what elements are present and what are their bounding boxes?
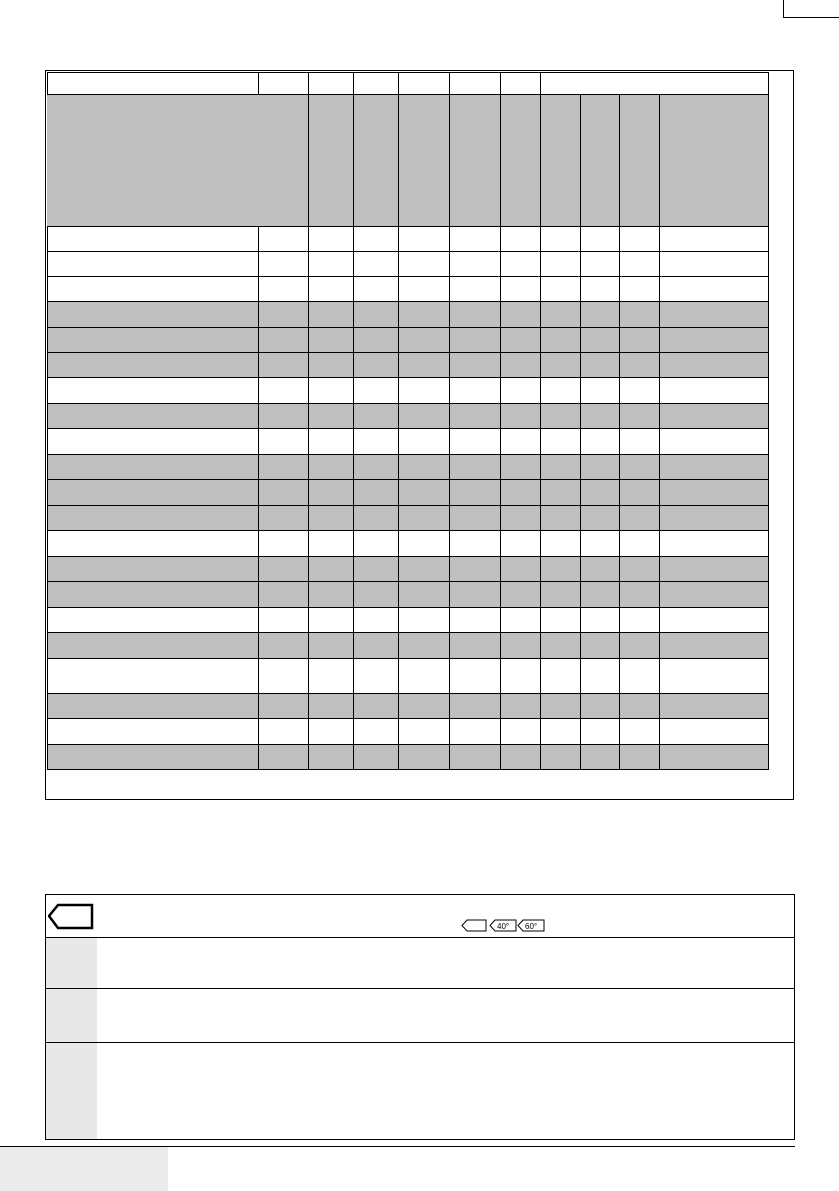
table-cell [540,302,580,327]
table-cell [659,328,769,352]
table-row [47,227,769,252]
table-cell [580,694,619,718]
table-cell [619,719,659,744]
table-cell [308,227,353,251]
table-cell [580,95,619,226]
table-cell [258,353,308,377]
table-cell [659,252,769,276]
table-cell [619,227,659,251]
table-cell [659,227,769,251]
table-cell [47,277,258,301]
table-cell [353,745,398,769]
table-cell [398,302,449,327]
table-cell [353,719,398,744]
table-cell [308,252,353,276]
prewash-tag-icon [48,903,94,931]
crop-mark-right [784,17,839,18]
table-cell [659,582,769,607]
table-cell [540,353,580,377]
table-cell [308,429,353,454]
table-cell [619,328,659,352]
table-cell [398,557,449,581]
table-cell [500,694,540,718]
table-header-row [47,95,769,227]
table-cell [398,745,449,769]
table-cell [540,659,580,693]
table-cell [500,73,540,94]
table-cell [619,302,659,327]
table-cell [619,557,659,581]
table-cell [353,633,398,658]
table-cell [258,745,308,769]
table-cell [580,378,619,403]
table-cell [258,506,308,530]
table-cell [258,608,308,632]
crop-mark-top [783,0,784,18]
table-cell [449,608,500,632]
legend-icon-cell [46,1043,97,1139]
table-cell [353,353,398,377]
table-cell [540,73,769,94]
table-cell [540,227,580,251]
footer-tab [0,1147,168,1191]
table-cell [47,252,258,276]
table-cell [619,531,659,556]
table-cell [258,582,308,607]
table-cell [659,455,769,479]
table-cell [258,455,308,479]
table-cell [659,95,769,226]
table-cell [47,608,258,632]
table-cell [659,557,769,581]
table-cell [500,480,540,505]
temperature-40-label: 40° [497,922,510,931]
table-cell [449,557,500,581]
table-cell [659,659,769,693]
table-cell [659,378,769,403]
table-cell [398,429,449,454]
table-cell [353,608,398,632]
table-cell [47,455,258,479]
table-cell [449,719,500,744]
table-cell [398,73,449,94]
table-cell [619,745,659,769]
table-cell [258,302,308,327]
table-cell [659,277,769,301]
table-cell [398,353,449,377]
table-cell [308,73,353,94]
legend-icon-cell [46,938,97,988]
table-cell [47,429,258,454]
table-cell [258,480,308,505]
table-cell [449,480,500,505]
table-cell [449,633,500,658]
table-cell [47,404,258,428]
table-row [47,745,769,770]
table-cell [258,277,308,301]
table-row [47,557,769,582]
table-cell [353,277,398,301]
table-cell [398,95,449,226]
table-cell [580,582,619,607]
table-cell [619,633,659,658]
table-cell [659,694,769,718]
legend-icon-cell [46,989,97,1042]
table-cell [398,227,449,251]
legend-row [46,989,794,1043]
table-cell [619,506,659,530]
table-cell [580,404,619,428]
table-row [47,429,769,455]
table-cell [500,633,540,658]
table-cell [580,429,619,454]
table-cell [540,557,580,581]
table-cell [659,353,769,377]
table-cell [308,745,353,769]
table-cell [353,694,398,718]
table-cell [353,328,398,352]
table-cell [258,557,308,581]
table-cell [308,608,353,632]
table-cell [659,719,769,744]
table-cell [659,745,769,769]
table-cell [398,506,449,530]
table-cell [540,582,580,607]
table-cell [47,227,258,251]
table-cell [540,745,580,769]
table-cell [619,252,659,276]
table-cell [580,455,619,479]
table-row [47,252,769,277]
table-cell [47,328,258,352]
table-cell [449,531,500,556]
table-cell [258,404,308,428]
table-cell [580,328,619,352]
temperature-60-icon [517,919,545,932]
table-cell [500,608,540,632]
table-cell [619,353,659,377]
table-cell [449,429,500,454]
table-cell [449,227,500,251]
table-cell [47,633,258,658]
table-row [47,719,769,745]
table-cell [500,302,540,327]
table-cell [449,252,500,276]
table-cell [619,404,659,428]
table-cell [47,745,258,769]
table-cell [398,480,449,505]
table-cell [500,328,540,352]
table-cell [540,404,580,428]
table-cell [580,227,619,251]
table-cell [398,455,449,479]
table-cell [619,429,659,454]
table-cell [580,659,619,693]
table-cell [308,531,353,556]
table-cell [449,582,500,607]
table-cell [398,608,449,632]
table-cell [500,252,540,276]
program-table [47,72,769,770]
table-cell [540,531,580,556]
table-cell [308,353,353,377]
table-row [47,378,769,404]
table-cell [659,404,769,428]
table-cell [47,302,258,327]
table-cell [619,455,659,479]
table-cell [659,302,769,327]
table-cell [580,633,619,658]
table-cell [580,480,619,505]
table-cell [580,719,619,744]
table-cell [398,694,449,718]
table-cell [500,659,540,693]
table-cell [47,73,258,94]
table-cell [308,506,353,530]
table-cell [580,277,619,301]
table-cell [500,277,540,301]
table-cell [540,378,580,403]
table-cell [398,531,449,556]
table-row [47,694,769,719]
table-cell [540,506,580,530]
table-cell [47,95,308,226]
table-cell [258,719,308,744]
table-cell [449,95,500,226]
table-cell [308,582,353,607]
table-cell [353,557,398,581]
table-cell [619,608,659,632]
table-cell [449,328,500,352]
table-cell [398,277,449,301]
table-cell [500,404,540,428]
table-cell [500,745,540,769]
table-cell [500,429,540,454]
table-cell [308,659,353,693]
table-body [47,227,769,770]
table-cell [540,252,580,276]
table-cell [619,582,659,607]
table-cell [659,506,769,530]
table-cell [353,429,398,454]
temperature-40-icon [489,919,517,932]
table-cell [540,694,580,718]
table-cell [580,252,619,276]
table-row [47,277,769,302]
table-header-row [47,72,769,95]
table-cell [47,480,258,505]
table-cell [353,582,398,607]
table-cell [659,633,769,658]
table-cell [47,719,258,744]
table-cell [540,328,580,352]
table-cell [540,633,580,658]
table-cell [500,353,540,377]
table-cell [308,277,353,301]
table-cell [540,277,580,301]
table-cell [540,480,580,505]
table-cell [580,531,619,556]
table-cell [47,694,258,718]
table-cell [308,328,353,352]
table-row [47,404,769,429]
table-cell [659,608,769,632]
table-cell [308,557,353,581]
table-cell [580,745,619,769]
table-cell [500,531,540,556]
table-cell [398,582,449,607]
table-cell [540,455,580,479]
table-cell [580,557,619,581]
table-cell [258,531,308,556]
table-row [47,582,769,608]
temperature-60-label: 60° [525,922,538,931]
table-cell [258,328,308,352]
table-cell [308,480,353,505]
table-cell [449,455,500,479]
table-cell [353,227,398,251]
table-cell [353,73,398,94]
table-cell [353,480,398,505]
table-row [47,302,769,328]
table-cell [258,659,308,693]
table-cell [449,694,500,718]
table-cell [580,353,619,377]
table-cell [258,227,308,251]
table-cell [353,252,398,276]
table-cell [308,95,353,226]
table-cell [258,252,308,276]
table-row [47,608,769,633]
table-cell [449,745,500,769]
legend-row [46,938,794,989]
table-cell [398,633,449,658]
table-cell [449,378,500,403]
table-cell [308,378,353,403]
table-cell [308,302,353,327]
table-cell [258,694,308,718]
table-row [47,659,769,694]
table-cell [619,480,659,505]
table-cell [659,429,769,454]
table-cell [500,455,540,479]
table-cell [398,378,449,403]
table-cell [580,302,619,327]
table-cell [308,719,353,744]
table-cell [258,633,308,658]
table-cell [540,429,580,454]
table-cell [398,719,449,744]
table-cell [353,455,398,479]
table-cell [353,302,398,327]
table-cell [398,328,449,352]
table-cell [47,506,258,530]
table-cell [353,95,398,226]
table-cell [500,719,540,744]
table-cell [449,73,500,94]
table-cell [47,353,258,377]
table-cell [580,506,619,530]
table-cell [353,659,398,693]
table-cell [398,252,449,276]
table-cell [619,95,659,226]
table-cell [540,608,580,632]
table-cell [619,378,659,403]
legend-row [46,1043,794,1139]
table-cell [353,378,398,403]
table-cell [258,429,308,454]
table-cell [500,378,540,403]
table-cell [308,404,353,428]
table-cell [449,353,500,377]
table-cell [619,659,659,693]
table-row [47,480,769,506]
table-cell [659,480,769,505]
table-row [47,353,769,378]
table-cell [449,302,500,327]
table-row [47,455,769,480]
table-cell [540,95,580,226]
table-cell [47,659,258,693]
table-cell [580,608,619,632]
table-cell [353,531,398,556]
table-cell [449,659,500,693]
table-cell [500,227,540,251]
table-row [47,633,769,659]
table-cell [659,531,769,556]
table-cell [449,404,500,428]
table-cell [308,694,353,718]
temperature-tag-icon [461,919,487,932]
table-row [47,531,769,557]
table-cell [500,557,540,581]
table-cell [500,95,540,226]
table-cell [47,531,258,556]
legend-box [45,894,795,1140]
table-cell [398,659,449,693]
table-cell [308,455,353,479]
table-cell [398,404,449,428]
table-cell [500,506,540,530]
table-cell [619,277,659,301]
table-cell [353,506,398,530]
table-cell [500,582,540,607]
table-cell [258,73,308,94]
table-row [47,506,769,531]
table-cell [449,277,500,301]
table-row [47,328,769,353]
table-cell [619,694,659,718]
table-cell [308,633,353,658]
table-cell [353,404,398,428]
legend-row [46,895,794,938]
table-cell [47,557,258,581]
table-cell [258,378,308,403]
table-cell [540,719,580,744]
table-cell [449,506,500,530]
table-cell [47,378,258,403]
table-cell [47,582,258,607]
